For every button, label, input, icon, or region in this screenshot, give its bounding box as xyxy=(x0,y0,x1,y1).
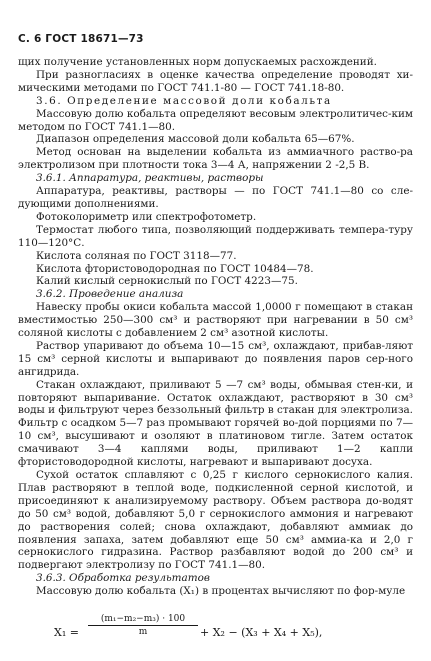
formula xyxy=(54,614,414,654)
section-heading: 3.6. Определение массовой доли кобальта xyxy=(36,94,332,107)
formula-rhs: + X₂ − (X₃ + X₄ + X₅), xyxy=(200,626,323,639)
paragraph: Массовую долю кобальта определяют весовым электролитичес-ким методом по ГОСТ 741.1—80. xyxy=(18,107,413,133)
paragraph: При разногласиях в оценке качества определение проводят хи-мическими методами по ГОСТ 741.1-80 — ГОСТ 741.18-80. xyxy=(18,68,413,94)
subsection-heading: 3.6.2. Проведение анализа xyxy=(36,288,184,301)
paragraph: Массовую долю кобальта (X₁) в процентах вычисляют по фор-муле xyxy=(36,585,406,598)
formula-fraction xyxy=(88,614,198,637)
formula-lhs: X₁ = xyxy=(54,626,79,639)
paragraph: Кислота фтористоводородная по ГОСТ 10484—78. xyxy=(36,262,314,275)
paragraph: Сухой остаток сплавляют с 0,25 г кислого сернокислого калия. Плав растворяют в теплой воде, подкисленной серной кислотой, и присоединяют к анализируемому раствору. Объем раствора до-водят до 50 см³ водой, добавляют 5,0 г сернокислого аммония и нагревают до растворения солей; снова охлаждают, добавляют аммиак до появления запаха, затем добавляют еще 50 см³ аммиа-ка и 2,0 г сернокислого гидразина. Раствор разбавляют водой до 200 см³ и подвергают электролизу по ГОСТ 741.1—80. xyxy=(18,469,413,572)
formula-numerator: (m₁−m₂−m₃) · 100 xyxy=(88,614,198,626)
formula-denominator: m xyxy=(138,627,148,637)
paragraph: Фотоколориметр или спектрофотометр. xyxy=(36,210,257,223)
paragraph: Раствор упаривают до объема 10—15 см³, охлаждают, прибав-ляют 15 см³ серной кислоты и выпаривают до появления паров сер-ного ангидрида. xyxy=(18,339,413,378)
paragraph: щих получение установленных норм допускаемых расхождений. xyxy=(18,56,377,68)
paragraph: Аппаратура, реактивы, растворы — по ГОСТ 741.1—80 со сле-дующими дополнениями. xyxy=(18,185,413,210)
subsection-heading: 3.6.1. Аппаратура, реактивы, растворы xyxy=(36,172,264,185)
paragraph: Кислота соляная по ГОСТ 3118—77. xyxy=(36,249,237,262)
paragraph: Термостат любого типа, позволяющий поддерживать темпера-туру 110—120°С. xyxy=(18,223,413,249)
page-header: С. 6 ГОСТ 18671—73 xyxy=(18,33,144,45)
paragraph: Калий кислый сернокислый по ГОСТ 4223—75. xyxy=(36,275,298,288)
paragraph: Метод основан на выделении кобальта из аммиачного раство-ра электролизом при плотности тока 3—4 А, напряжении 2 -2,5 В. xyxy=(18,146,413,172)
paragraph: Диапазон определения массовой доли кобальта 65—67%. xyxy=(36,133,355,146)
paragraph: Стакан охлаждают, приливают 5 —7 см³ воды, обмывая стен-ки, и повторяют выпаривание. Остаток охлаждают, растворяют в 30 см³ воды и фильтруют через беззольный фильтр в стакан для электролиза. Фильтр с осадком 5—7 раз промывают горячей во-дой порциями по 7—10 см³, высушивают и озоляют в платиновом тигле. Затем остаток смачивают 3—4 каплями воды, приливают 1—2 капли фтористоводородной кислоты, нагревают и выпаривают досуха. xyxy=(18,378,413,469)
paragraph: Навеску пробы окиси кобальта массой 1,0000 г помещают в стакан вместимостью 250—300 см³ и растворяют при нагревании в 50 см³ соляной кислоты с добавлением 2 см³ азотной кислоты. xyxy=(18,301,413,340)
subsection-heading: 3.6.3. Обработка результатов xyxy=(36,572,210,585)
document-body xyxy=(18,56,413,598)
